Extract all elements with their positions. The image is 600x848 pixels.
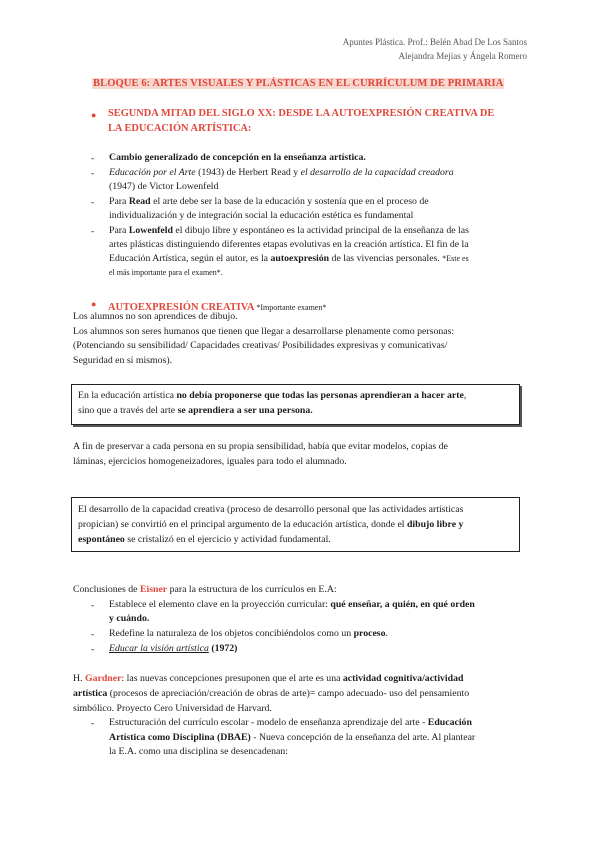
section1-bullet-icon: ●	[91, 110, 97, 120]
list-dash: -	[91, 153, 95, 164]
gardner-paragraph-line2: artística (procesos de apreciación/creación de obras de arte)= campo adecuado- uso del pensamiento	[73, 688, 470, 699]
list-dash: -	[91, 197, 95, 208]
eisner-item-1-line2: y cuándo.	[109, 613, 150, 624]
header-course-line: Apuntes Plástica. Prof.: Belén Abad De Los Santos	[342, 37, 527, 47]
list-item-1: Cambio generalizado de concepción en la enseñanza artística.	[109, 152, 366, 163]
list-dash: -	[91, 600, 95, 611]
header-authors-line: Alejandra Mejías y Ángela Romero	[398, 51, 527, 61]
list-dash: -	[91, 168, 95, 179]
quote-box-1-line1: En la educación artística no debía proponerse que todas las personas aprendieran a hacer arte,	[78, 390, 467, 401]
section1-heading-line1: SEGUNDA MITAD DEL SIGLO XX: DESDE LA AUTOEXPRESIÓN CREATIVA DE	[108, 108, 495, 119]
section2-paragraph-3-line1: A fin de preservar a cada persona en su propia sensibilidad, había que evitar modelos, copias de	[73, 441, 448, 452]
list-item-3: Para Read el arte debe ser la base de la educación y sostenía que en el proceso de	[109, 196, 429, 207]
quote-box-2-line2: propician) se convirtió en el principal argumento de la educación artística, donde el dibujo libre y	[78, 519, 464, 530]
gardner-paragraph-line3: simbólico. Proyecto Cero Universidad de Harvard.	[73, 703, 272, 714]
eisner-intro: Conclusiones de Eisner para la estructura de los currículos en E.A:	[73, 584, 337, 595]
section2-paragraph-2-line1: Los alumnos son seres humanos que tienen que llegar a desarrollarse plenamente como personas:	[73, 326, 455, 337]
list-dash: -	[91, 644, 95, 655]
quote-box-1	[71, 384, 520, 425]
gardner-item-1: Estructuración del currículo escolar - modelo de enseñanza aprendizaje del arte - Educación	[109, 717, 472, 728]
gardner-item-1-line2: Artística como Disciplina (DBAE) - Nueva concepción de la enseñanza del arte. Al plantear	[109, 732, 476, 743]
list-item-3-line2: individualización y de integración social la educación estética es fundamental	[109, 210, 414, 221]
list-dash: -	[91, 226, 95, 237]
list-item-4-line3: Educación Artística, según el autor, es la autoexpresión de las vivencias personales. *Este es	[109, 253, 469, 264]
quote-box-2-line1: El desarrollo de la capacidad creativa (proceso de desarrollo personal que las actividades artísticas	[78, 504, 464, 515]
section1-heading-line2: LA EDUCACIÓN ARTÍSTICA:	[108, 123, 252, 134]
quote-box-1-line2: sino que a través del arte se aprendiera a ser una persona.	[78, 405, 313, 416]
list-dash: -	[91, 718, 95, 729]
section2-paragraph-2-line3: Seguridad en sí mismos).	[73, 355, 173, 366]
list-dash: -	[91, 629, 95, 640]
section2-paragraph-3-line2: láminas, ejercicios homogeneizadores, iguales para todo el alumnado.	[73, 456, 347, 467]
list-item-4-line4: el más importante para el examen*.	[109, 268, 223, 277]
list-item-4: Para Lowenfeld el dibujo libre y espontáneo es la actividad principal de la enseñanza de las	[109, 225, 469, 236]
section2-paragraph-1: Los alumnos no son aprendices de dibujo.	[73, 311, 238, 322]
eisner-item-2: Redefine la naturaleza de los objetos concibiéndolos como un proceso.	[109, 628, 388, 639]
list-item-4-line2: artes plásticas distinguiendo diferentes etapas evolutivas en la creación artística. El fin de la	[109, 239, 469, 250]
page-title: BLOQUE 6: ARTES VISUALES Y PLÁSTICAS EN EL CURRÍCULUM DE PRIMARIA	[93, 78, 504, 89]
gardner-item-1-line3: la E.A. como una disciplina se desencadenan:	[109, 746, 289, 757]
eisner-item-1: Establece el elemento clave en la proyección curricular: qué enseñar, a quién, en qué orden	[109, 599, 475, 610]
quote-box-2-line3: espontáneo se cristalizó en el ejercicio y actividad fundamental.	[78, 534, 331, 545]
section2-heading: AUTOEXPRESIÓN CREATIVA *Importante examen*	[108, 302, 327, 313]
list-item-2: Educación por el Arte (1943) de Herbert Read y el desarrollo de la capacidad creadora	[109, 167, 454, 178]
section2-paragraph-2-line2: (Potenciando su sensibilidad/ Capacidades creativas/ Posibilidades expresivas y comunicativas/	[73, 340, 448, 351]
section2-bullet-icon: ●	[91, 299, 97, 309]
quote-box-2	[71, 497, 520, 552]
eisner-item-3: Educar la visión artística (1972)	[109, 643, 238, 654]
gardner-paragraph-line1: H. Gardner: las nuevas concepciones presuponen que el arte es una actividad cognitiva/actividad	[73, 673, 464, 684]
list-item-2-line2: (1947) de Victor Lowenfeld	[109, 181, 219, 192]
